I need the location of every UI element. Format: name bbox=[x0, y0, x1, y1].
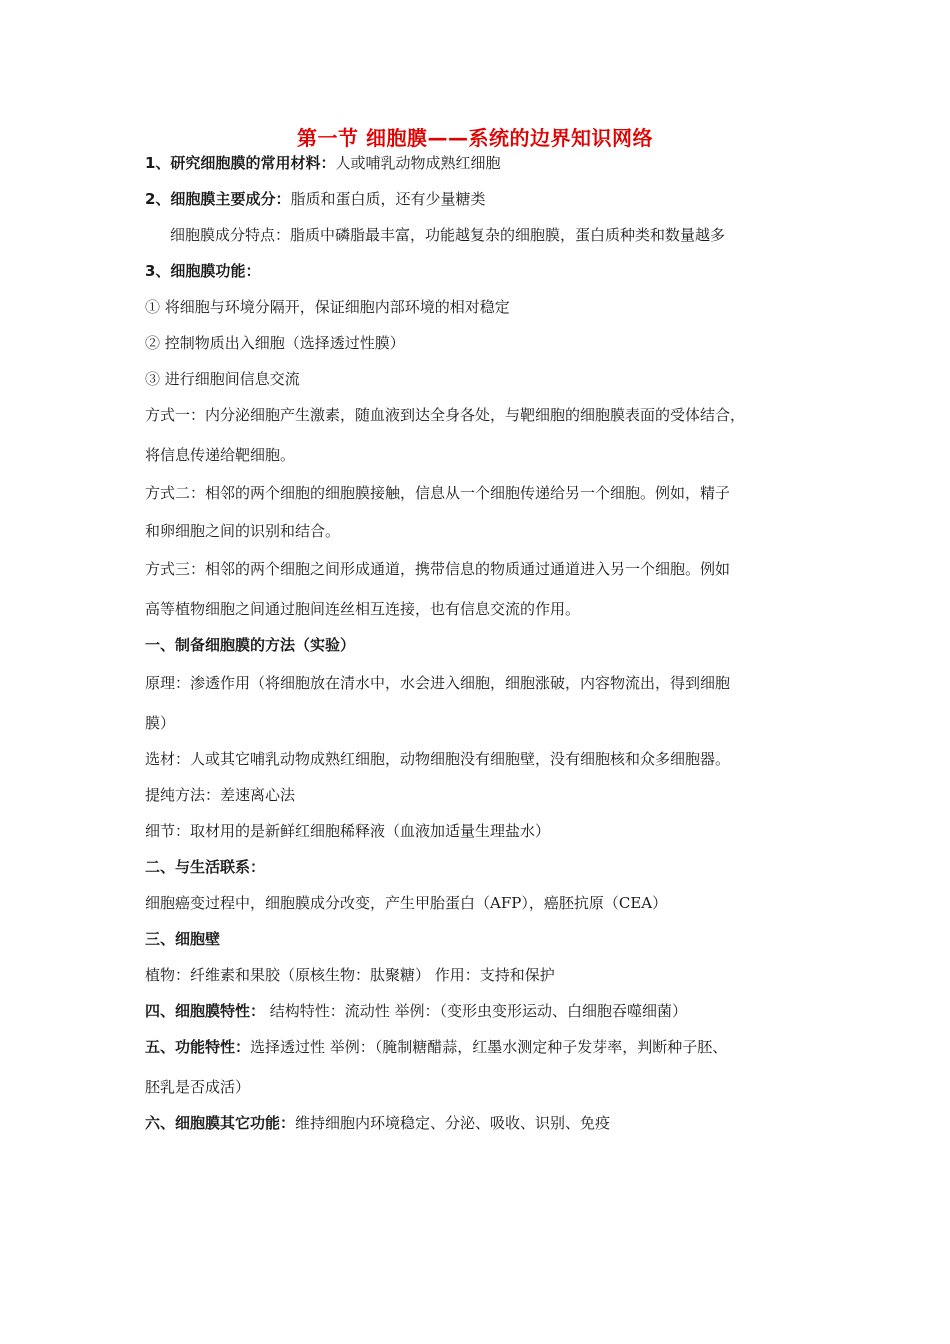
item-2-label: 2、细胞膜主要成分： bbox=[145, 190, 291, 208]
heading-5-continued: 胚乳是否成活） bbox=[145, 1078, 251, 1096]
page-title: 第一节 细胞膜——系统的边界知识网络 bbox=[297, 126, 653, 150]
heading-5-text: 选择透过性 举例：（腌制糖醋蒜，红墨水测定种子发芽率，判断种子胚、 bbox=[250, 1038, 728, 1056]
purification: 提纯方法：差速离心法 bbox=[145, 786, 296, 804]
heading-2: 二、与生活联系： bbox=[145, 858, 266, 876]
method-1-line-1: 方式一：内分泌细胞产生激素，随血液到达全身各处，与靶细胞的细胞膜表面的受体结合， bbox=[145, 406, 746, 424]
heading-6-text: 维持细胞内环境稳定、分泌、吸收、识别、免疫 bbox=[295, 1114, 611, 1132]
heading-5-label: 五、功能特性： bbox=[145, 1038, 251, 1056]
method-2-line-2: 和卵细胞之间的识别和结合。 bbox=[145, 522, 341, 540]
item-1-text: 人或哺乳动物成熟红细胞 bbox=[335, 154, 501, 172]
detail: 细节：取材用的是新鲜红细胞稀释液（血液加适量生理盐水） bbox=[145, 822, 551, 840]
cancer-note: 细胞癌变过程中，细胞膜成分改变，产生甲胎蛋白（AFP），癌胚抗原（CEA） bbox=[145, 894, 668, 912]
method-3-line-2: 高等植物细胞之间通过胞间连丝相互连接，也有信息交流的作用。 bbox=[145, 600, 581, 618]
item-2-text: 脂质和蛋白质，还有少量糖类 bbox=[290, 190, 486, 208]
item-3-label: 3、细胞膜功能： bbox=[145, 262, 261, 280]
heading-4-label: 四、细胞膜特性： bbox=[145, 1002, 266, 1020]
heading-3: 三、细胞壁 bbox=[145, 930, 221, 948]
item-1 bbox=[145, 152, 825, 174]
method-2-line-1: 方式二：相邻的两个细胞的细胞膜接触，信息从一个细胞传递给另一个细胞。例如，精子 bbox=[145, 484, 731, 502]
heading-5 bbox=[145, 1036, 825, 1058]
principle-line-2: 膜） bbox=[145, 714, 176, 732]
cell-wall-note: 植物：纤维素和果胶（原核生物：肽聚糖） 作用：支持和保护 bbox=[145, 966, 555, 984]
item-1-label: 1、研究细胞膜的常用材料： bbox=[145, 154, 336, 172]
heading-6 bbox=[145, 1112, 825, 1134]
function-1: ① 将细胞与环境分隔开，保证细胞内部环境的相对稳定 bbox=[145, 298, 510, 316]
principle-line-1: 原理：渗透作用（将细胞放在清水中，水会进入细胞，细胞涨破，内容物流出，得到细胞 bbox=[145, 674, 731, 692]
material: 选材：人或其它哺乳动物成熟红细胞，动物细胞没有细胞壁，没有细胞核和众多细胞器。 bbox=[145, 750, 731, 768]
heading-6-label: 六、细胞膜其它功能： bbox=[145, 1114, 296, 1132]
method-1-line-2: 将信息传递给靶细胞。 bbox=[145, 446, 296, 464]
item-2-note: 细胞膜成分特点：脂质中磷脂最丰富，功能越复杂的细胞膜，蛋白质种类和数量越多 bbox=[170, 226, 726, 244]
heading-1: 一、制备细胞膜的方法（实验） bbox=[145, 636, 356, 654]
item-2 bbox=[145, 188, 825, 210]
method-3-line-1: 方式三：相邻的两个细胞之间形成通道，携带信息的物质通过通道进入另一个细胞。例如 bbox=[145, 560, 731, 578]
item-3 bbox=[145, 260, 825, 282]
function-2: ② 控制物质出入细胞（选择透过性膜） bbox=[145, 334, 405, 352]
heading-4-text: 结构特性：流动性 举例：（变形虫变形运动、白细胞吞噬细菌） bbox=[265, 1002, 688, 1020]
heading-4 bbox=[145, 1000, 825, 1022]
function-3: ③ 进行细胞间信息交流 bbox=[145, 370, 300, 388]
